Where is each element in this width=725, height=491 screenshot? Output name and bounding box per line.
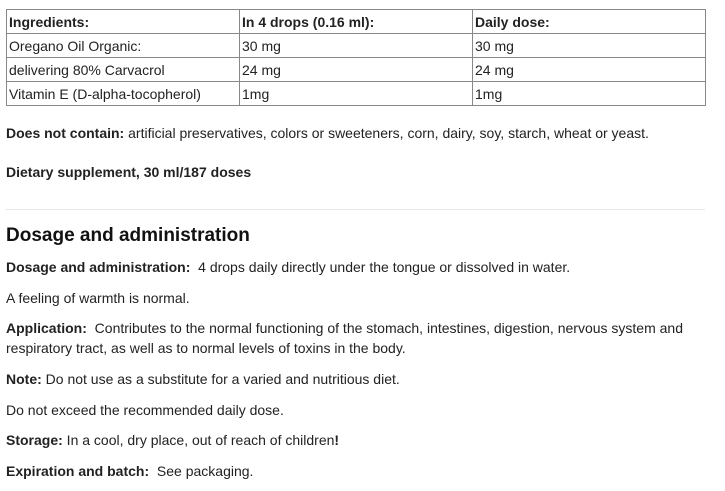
storage-paragraph bbox=[6, 430, 696, 450]
table-header-cell: Daily dose: bbox=[473, 10, 706, 34]
expiration-label: Expiration and batch: bbox=[6, 463, 150, 479]
table-row bbox=[7, 58, 706, 82]
does-not-contain-paragraph bbox=[6, 123, 696, 143]
dietary-supplement-text: Dietary supplement, 30 ml/187 doses bbox=[6, 164, 252, 180]
storage-text: In a cool, dry place, out of reach of children bbox=[62, 432, 335, 448]
table-header-row bbox=[7, 10, 706, 34]
note-label: Note: bbox=[6, 371, 42, 387]
table-cell: 1mg bbox=[473, 82, 706, 106]
table-row bbox=[7, 34, 706, 58]
application-label: Application: bbox=[6, 320, 87, 336]
table-cell: 24 mg bbox=[473, 58, 706, 82]
dosage-label: Dosage and administration: bbox=[6, 259, 191, 275]
warmth-text: A feeling of warmth is normal. bbox=[6, 290, 190, 306]
dosage-text: 4 drops daily directly under the tongue or dissolved in water. bbox=[190, 259, 571, 275]
expiration-text: See packaging. bbox=[149, 463, 254, 479]
table-cell: Vitamin E (D-alpha-tocopherol) bbox=[7, 82, 240, 106]
table-cell: 24 mg bbox=[240, 58, 473, 82]
ingredients-table bbox=[6, 9, 706, 106]
table-cell: Oregano Oil Organic: bbox=[7, 34, 240, 58]
storage-exclamation: ! bbox=[334, 432, 340, 448]
application-paragraph bbox=[6, 318, 696, 358]
table-cell: 30 mg bbox=[240, 34, 473, 58]
exceed-text: Do not exceed the recommended daily dose. bbox=[6, 402, 284, 418]
application-text: Contributes to the normal functioning of the stomach, intestines, digestion, nervous system and respiratory tract, as well as to normal levels of toxins in the body. bbox=[6, 320, 687, 356]
does-not-contain-label: Does not contain: bbox=[6, 125, 125, 141]
section-divider bbox=[6, 209, 705, 210]
section-title: Dosage and administration bbox=[6, 225, 250, 246]
note-paragraph bbox=[6, 369, 696, 389]
storage-label: Storage: bbox=[6, 432, 63, 448]
does-not-contain-text: artificial preservatives, colors or sweeteners, corn, dairy, soy, starch, wheat or yeast. bbox=[124, 125, 649, 141]
table-cell: 30 mg bbox=[473, 34, 706, 58]
dosage-paragraph bbox=[6, 257, 696, 277]
note-text: Do not use as a substitute for a varied and nutritious diet. bbox=[41, 371, 400, 387]
table-header-cell: Ingredients: bbox=[7, 10, 240, 34]
table-cell: 1mg bbox=[240, 82, 473, 106]
table-cell: delivering 80% Carvacrol bbox=[7, 58, 240, 82]
expiration-paragraph bbox=[6, 461, 696, 481]
table-header-cell: In 4 drops (0.16 ml): bbox=[240, 10, 473, 34]
table-row bbox=[7, 82, 706, 106]
ingredients-table-wrapper bbox=[6, 9, 705, 106]
